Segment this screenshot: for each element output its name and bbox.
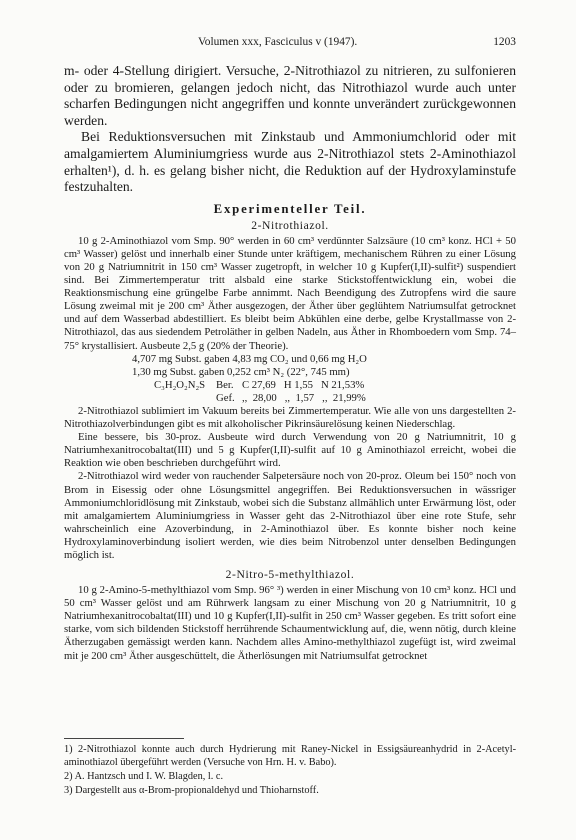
molecular-formula: C₃H₂O₂N₂S: [154, 378, 206, 391]
experimental-paragraph-3: Eine bessere, bis 30-proz. Ausbeute wird durch Verwendung von 20 g Natriumnitrit, 10 g Natriumhexanitrocobaltat(III) und 5 g Kupfer(I,II)-sulfit auf 10 g Aminothiazol erreicht, wobei die Reaktion wie oben beschrieben durchgeführt wird.: [64, 431, 516, 470]
footnote-2: [64, 771, 516, 784]
intro-paragraph-2: Bei Reduktionsversuchen mit Zinkstaub und Ammoniumchlorid oder mit amalgamiertem Aluminiumgriess wurde aus 2-Nitrothiazol stets 2-Aminothiazol erhalten¹), d. h. es gelang bisher nicht, die Reduktion auf der Hydroxylaminstufe festzuhalten.: [64, 129, 516, 195]
experimental-paragraph-5: 10 g 2-Amino-5-methylthiazol vom Smp. 96° ³) werden in einer Mischung von 10 cm³ konz. HCl und 50 cm³ Wasser gelöst und am Rührwerk langsam zu einer Mischung von 20 g Natriumnitrit, 10 g Natriumhexanitrocobaltat(III) und 10 g Kupfer(I,II)-sulfit in 250 cm³ Wasser gegeben. Es tritt sofort eine starke, vom sich bildenden Stickstoff herrührende Schaumentwicklung auf, die, wenn nötig, durch kleine Ätherzugaben gemässigt werden kann. Nachdem alles Amino-methylthiazol zugefügt ist, wird zweimal mit je 200 cm³ Äther ausgeschüttelt, die Ätherlösungen mit Natriumsulfat getrocknet: [64, 584, 516, 662]
intro-paragraph-1: m- oder 4-Stellung dirigiert. Versuche, 2-Nitrothiazol zu nitrieren, zu sulfonieren oder zu bromieren, gelangen jedoch nicht, das Nitrothiazol wurde auch unter scharfen Bedingungen nicht angegriffen und konnte unverändert zurückgewonnen werden.: [64, 63, 516, 128]
analysis-line-1: 4,707 mg Subst. gaben 4,83 mg CO₂ und 0,66 mg H₂O: [132, 352, 367, 365]
footnotes: [64, 738, 516, 799]
page-body: [64, 63, 516, 663]
found-values: ,, 28,00 ,, 1,57 ,, 21,99%: [242, 391, 366, 404]
footnote-number: 2): [64, 770, 73, 782]
experimental-paragraph-4: 2-Nitrothiazol wird weder von rauchender Salpetersäure noch von 20-proz. Oleum bei 150° noch von Brom in Eisessig oder ohne Lösungsmittel angegriffen. Bei Reduktionsversuchen in wässriger Ammoniumchloridlösung mit Zinkstaub, wobei sich die Substanz allmählich unter Erwärmung löst, oder mit amalgamiertem Aluminiumgriess in Wasser geht das 2-Nitrothiazol über eine rote Stufe, sehr wahrscheinlich eine Azoverbindung, in 2-Aminothiazol über. Es konnte bisher noch keine Hydroxylaminoverbindung isoliert werden, wie dies beim Nitrobenzol unter denselben Bedingungen möglich ist.: [64, 470, 516, 561]
running-header: [64, 36, 516, 48]
elemental-analysis: [64, 353, 516, 405]
compound-heading-nitrothiazol: 2-Nitrothiazol.: [251, 218, 329, 232]
calculated-label: Ber.: [216, 378, 234, 391]
footnote-text: A. Hantzsch und I. W. Blagden, l. c.: [74, 770, 224, 782]
calculated-values: C 27,69 H 1,55 N 21,53%: [242, 378, 365, 391]
footnote-1: [64, 744, 516, 770]
page-number: 1203: [493, 36, 516, 48]
compound-heading-methylthiazol: 2-Nitro-5-methylthiazol.: [225, 568, 355, 582]
footnote-number: 1): [64, 744, 73, 755]
analysis-calculated: [64, 379, 516, 392]
journal-title: Volumen xxx, Fasciculus v (1947).: [198, 36, 358, 48]
analysis-line-2: 1,30 mg Subst. gaben 0,252 cm³ N₂ (22°, 745 mm): [132, 365, 350, 378]
footnote-text: 2-Nitrothiazol konnte auch durch Hydrierung mit Raney-Nickel in Essigsäureanhydrid in 2-Acetyl-aminothiazol übergeführt werden (Versuche von Hrn. H. v. Babo).: [64, 744, 516, 768]
found-label: Gef.: [216, 391, 235, 404]
experimental-paragraph-1: 10 g 2-Aminothiazol vom Smp. 90° werden in 60 cm³ verdünnter Salzsäure (10 cm³ konz. HCl + 50 cm³ Wasser) gelöst und innerhalb einer Stunde unter kräftigem, mechanischem Rühren zu einer Lösung von 20 g Natriumnitrit in 150 cm³ Wasser zugetropft, in welcher 10 g Kupfer(I,II)-sulfit²) suspendiert sind. Bei Zimmertemperatur tritt alsbald eine starke Stickstoffentwicklung ein, wobei die Reaktionsmischung eine grüngelbe Farbe annimmt. Nach Beendigung des Zutropfens wird die saure Lösung zweimal mit je 200 cm³ Äther ausgezogen, der Äther über geglühtem Natriumsulfat getrocknet und auf dem Wasserbad abdestilliert. Es bleibt beim Abkühlen eine derbe, gelbe Krystallmasse von 2-Nitrothiazol, das aus siedendem Petroläther in gelben Nadeln, aus Äther in Rhomboedern vom Smp. 74–75° krystallisiert. Ausbeute 2,5 g (20% der Theorie).: [64, 234, 516, 352]
section-title: Experimenteller Teil.: [213, 201, 367, 216]
footnote-divider: [64, 738, 184, 739]
analysis-found: [64, 392, 516, 405]
footnote-text: Dargestellt aus α-Brom-propionaldehyd und Thioharnstoff.: [75, 784, 319, 796]
footnote-number: 3): [64, 784, 73, 796]
experimental-paragraph-2: 2-Nitrothiazol sublimiert im Vakuum bereits bei Zimmertemperatur. Wie alle von uns dargestellten 2-Nitrothiazolverbindungen gibt es mit alkoholischer Pikrinsäurelösung keinen Niederschlag.: [64, 404, 516, 431]
footnote-3: [64, 785, 516, 798]
